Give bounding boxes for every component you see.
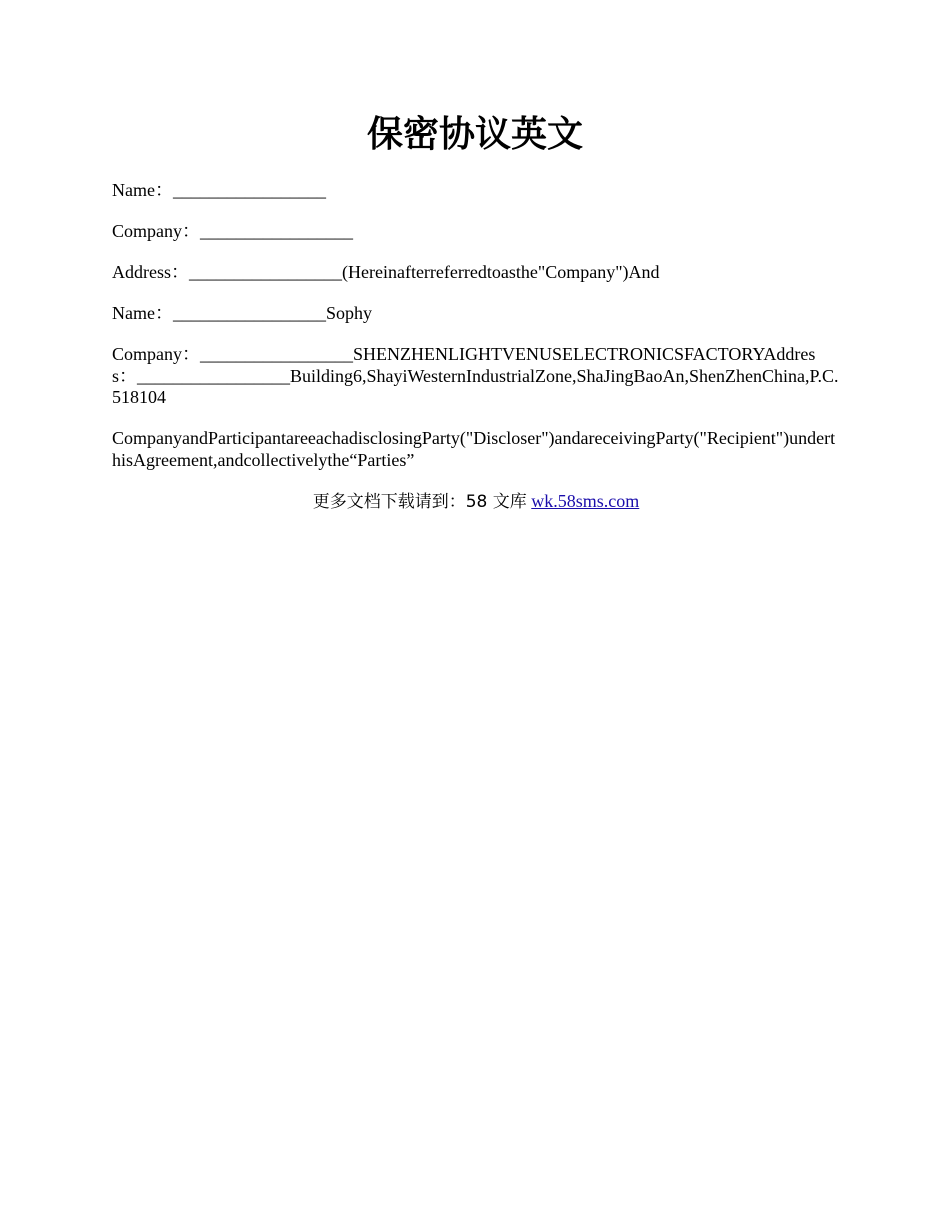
footer-link[interactable]: wk.58sms.com (531, 490, 640, 511)
recipient-name-line: Name：_________________Sophy (112, 303, 372, 323)
name-field-line: Name：_________________ (112, 180, 326, 200)
parties-definition-paragraph: CompanyandParticipantareeachadisclosingParty("Discloser")andareceivingParty("Recipient")underthisAgreement,andcollectivelythe“Parties” (112, 428, 836, 470)
footer-text: 更多文档下载请到：58 文库 (312, 491, 527, 512)
recipient-company-address-paragraph: Company：_________________SHENZHENLIGHTVENUSELECTRONICSFACTORYAddress：_________________Building6,ShayiWesternIndustrialZone,ShaJingBaoAn,ShenZhenChina,P.C.518104 (112, 344, 839, 407)
company-field-line: Company：_________________ (112, 221, 353, 241)
document-body (112, 180, 840, 513)
download-footer (112, 491, 840, 514)
address-field-line: Address：_________________(Hereinafterreferredtoasthe"Company")And (112, 262, 660, 282)
document-title: 保密协议英文 (366, 114, 583, 155)
